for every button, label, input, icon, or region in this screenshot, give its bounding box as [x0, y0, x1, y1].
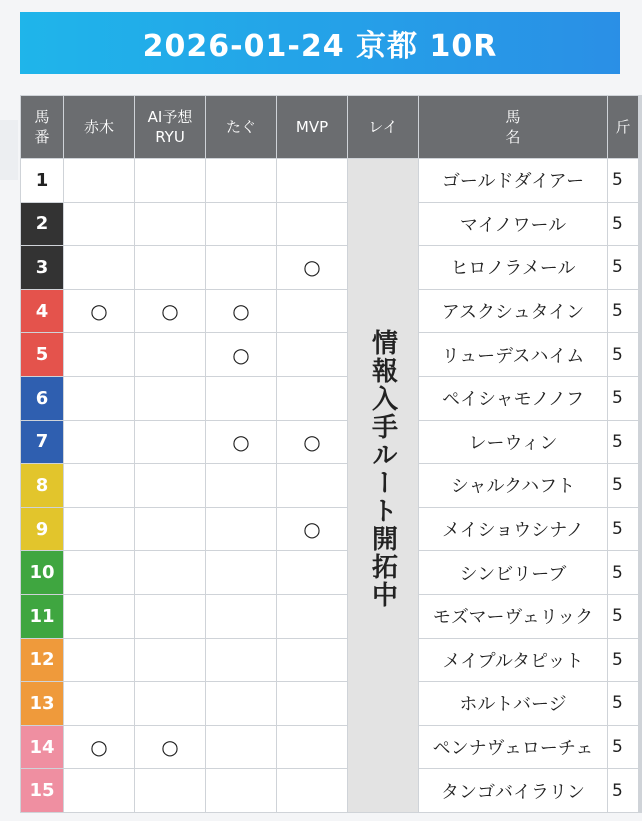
ai-ryu-mark [135, 639, 205, 682]
horse-number: 12 [21, 639, 63, 682]
rei-message: 情報入手ルート開拓中 [367, 329, 398, 609]
ai-ryu-mark [135, 595, 205, 638]
extra-value: 5 [608, 159, 638, 202]
tagu-mark: ○ [206, 290, 276, 333]
horse-name: ヒロノラメール [419, 246, 607, 289]
mvp-mark [277, 639, 347, 682]
horse-name: ホルトバージ [419, 682, 607, 725]
akagi-mark [64, 159, 134, 202]
tagu-mark [206, 595, 276, 638]
tagu-mark [206, 726, 276, 769]
header-ai-ryu: AI予想 RYU [135, 96, 205, 158]
horse-number: 1 [21, 159, 63, 202]
horse-number: 9 [21, 508, 63, 551]
horse-number: 11 [21, 595, 63, 638]
tagu-mark [206, 551, 276, 594]
horse-number: 14 [21, 726, 63, 769]
ai-ryu-mark: ○ [135, 726, 205, 769]
horse-name: マイノワール [419, 203, 607, 246]
mvp-mark: ○ [277, 508, 347, 551]
horse-name: タンゴバイラリン [419, 769, 607, 812]
mvp-mark: ○ [277, 421, 347, 464]
horse-name: レーウィン [419, 421, 607, 464]
extra-value: 5 [608, 508, 638, 551]
extra-value: 5 [608, 333, 638, 376]
horse-name: モズマーヴェリック [419, 595, 607, 638]
extra-value: 5 [608, 726, 638, 769]
mvp-mark [277, 377, 347, 420]
mvp-mark [277, 769, 347, 812]
header-rei: レイ [348, 96, 418, 158]
horse-name: ペイシャモノノフ [419, 377, 607, 420]
akagi-mark [64, 682, 134, 725]
horse-number: 15 [21, 769, 63, 812]
header-number: 馬 番 [21, 96, 63, 158]
bg-decoration [0, 120, 18, 180]
ai-ryu-mark [135, 421, 205, 464]
tagu-mark [206, 159, 276, 202]
akagi-mark [64, 595, 134, 638]
tagu-mark [206, 682, 276, 725]
tagu-mark [206, 639, 276, 682]
akagi-mark [64, 377, 134, 420]
akagi-mark [64, 464, 134, 507]
akagi-mark: ○ [64, 726, 134, 769]
prediction-table [20, 95, 631, 821]
horse-number: 4 [21, 290, 63, 333]
ai-ryu-mark [135, 159, 205, 202]
tagu-mark [206, 508, 276, 551]
ai-ryu-mark [135, 377, 205, 420]
tagu-mark [206, 246, 276, 289]
horse-number: 3 [21, 246, 63, 289]
akagi-mark [64, 333, 134, 376]
rei-column-message [348, 159, 418, 812]
mvp-mark [277, 551, 347, 594]
akagi-mark [64, 203, 134, 246]
header-mvp: MVP [277, 96, 347, 158]
horse-name: シャルクハフト [419, 464, 607, 507]
ai-ryu-mark [135, 769, 205, 812]
akagi-mark [64, 551, 134, 594]
mvp-mark [277, 290, 347, 333]
extra-value: 5 [608, 682, 638, 725]
akagi-mark [64, 421, 134, 464]
race-title-banner [20, 12, 620, 74]
extra-value: 5 [608, 551, 638, 594]
header-horse-name: 馬 名 [419, 96, 607, 158]
horse-number: 8 [21, 464, 63, 507]
horse-number: 2 [21, 203, 63, 246]
akagi-mark [64, 246, 134, 289]
akagi-mark [64, 508, 134, 551]
mvp-mark: ○ [277, 246, 347, 289]
mvp-mark [277, 203, 347, 246]
ai-ryu-mark [135, 246, 205, 289]
extra-value: 5 [608, 464, 638, 507]
extra-value: 5 [608, 769, 638, 812]
extra-value: 5 [608, 421, 638, 464]
mvp-mark [277, 464, 347, 507]
akagi-mark [64, 639, 134, 682]
horse-number: 5 [21, 333, 63, 376]
tagu-mark [206, 769, 276, 812]
ai-ryu-mark [135, 682, 205, 725]
tagu-mark: ○ [206, 333, 276, 376]
ai-ryu-mark: ○ [135, 290, 205, 333]
tagu-mark [206, 464, 276, 507]
mvp-mark [277, 726, 347, 769]
horse-name: シンビリーブ [419, 551, 607, 594]
extra-value: 5 [608, 246, 638, 289]
extra-value: 5 [608, 639, 638, 682]
tagu-mark [206, 377, 276, 420]
header-extra: 斤 [608, 96, 638, 158]
horse-number: 10 [21, 551, 63, 594]
horse-number: 13 [21, 682, 63, 725]
horse-number: 7 [21, 421, 63, 464]
ai-ryu-mark [135, 464, 205, 507]
tagu-mark: ○ [206, 421, 276, 464]
horse-name: リューデスハイム [419, 333, 607, 376]
header-akagi: 赤木 [64, 96, 134, 158]
ai-ryu-mark [135, 203, 205, 246]
akagi-mark: ○ [64, 290, 134, 333]
extra-value: 5 [608, 377, 638, 420]
horse-name: メイプルタピット [419, 639, 607, 682]
mvp-mark [277, 159, 347, 202]
horse-name: ゴールドダイアー [419, 159, 607, 202]
mvp-mark [277, 682, 347, 725]
extra-value: 5 [608, 595, 638, 638]
mvp-mark [277, 595, 347, 638]
horse-name: アスクシュタイン [419, 290, 607, 333]
ai-ryu-mark [135, 551, 205, 594]
horse-number: 6 [21, 377, 63, 420]
akagi-mark [64, 769, 134, 812]
header-tagu: たぐ [206, 96, 276, 158]
extra-value: 5 [608, 203, 638, 246]
horse-name: ペンナヴェローチェ [419, 726, 607, 769]
extra-value: 5 [608, 290, 638, 333]
mvp-mark [277, 333, 347, 376]
race-title: 2026-01-24 京都 10R [142, 29, 498, 64]
horse-name: メイショウシナノ [419, 508, 607, 551]
ai-ryu-mark [135, 508, 205, 551]
tagu-mark [206, 203, 276, 246]
ai-ryu-mark [135, 333, 205, 376]
